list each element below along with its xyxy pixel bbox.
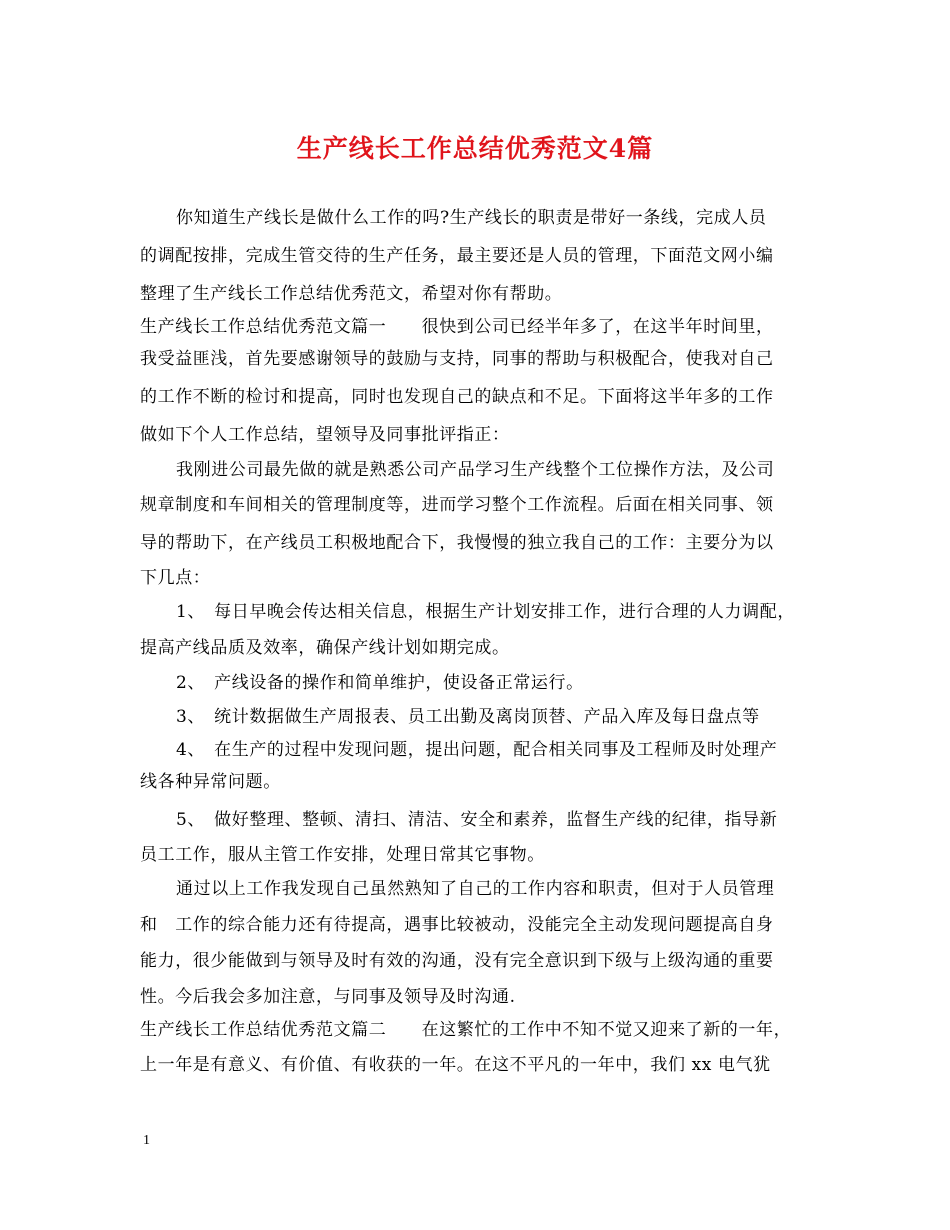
body-line: 线各种异常问题。 xyxy=(140,772,281,792)
body-line: 做如下个人工作总结，望领导及同事批评指正： xyxy=(140,425,510,445)
body-line: 整理了生产线长工作总结优秀范文，希望对你有帮助。 xyxy=(140,284,563,304)
list-item-line: 3、 统计数据做生产周报表、员工出勤及离岗顶替、产品入库及每日盘点等 xyxy=(176,707,760,727)
body-line: 能力，很少能做到与领导及时有效的沟通，没有完全意识到下级与上级沟通的重要 xyxy=(140,951,774,971)
body-line: 通过以上工作我发现自己虽然熟知了自己的工作内容和职责，但对于人员管理 xyxy=(176,879,775,899)
body-line: 和 工作的综合能力还有待提高，遇事比较被动，没能完全主动发现问题提高自身 xyxy=(140,915,774,935)
document-title: 生产线长工作总结优秀范文4篇 xyxy=(296,134,654,163)
body-line: 的工作不断的检讨和提高，同时也发现自己的缺点和不足。下面将这半年多的工作 xyxy=(140,387,774,407)
body-line: 性。今后我会多加注意，与同事及领导及时沟通. xyxy=(140,987,516,1007)
page-number: 1 xyxy=(143,1133,150,1148)
body-line: 员工工作，服从主管工作安排，处理日常其它事物。 xyxy=(140,845,545,865)
body-line: 的调配按排，完成生管交待的生产任务，最主要还是人员的管理，下面范文网小编 xyxy=(140,246,774,266)
body-line: 我受益匪浅，首先要感谢领导的鼓励与支持，同事的帮助与积极配合，使我对自己 xyxy=(140,349,774,369)
body-line: 下几点： xyxy=(140,568,211,588)
body-line: 提高产线品质及效率，确保产线计划如期完成。 xyxy=(140,638,510,658)
body-line: 导的帮助下，在产线员工积极地配合下，我慢慢的独立我自己的工作：主要分为以 xyxy=(140,533,774,553)
section-heading-line: 生产线长工作总结优秀范文篇一 很快到公司已经半年多了，在这半年时间里， xyxy=(140,317,774,337)
section-heading-line: 生产线长工作总结优秀范文篇二 在这繁忙的工作中不知不觉又迎来了新的一年， xyxy=(140,1020,792,1040)
body-line: 上一年是有意义、有价值、有收获的一年。在这不平凡的一年中，我们 xx 电气犹 xyxy=(140,1055,771,1075)
list-item-line: 2、 产线设备的操作和简单维护，使设备正常运行。 xyxy=(176,673,584,693)
body-line: 你知道生产线长是做什么工作的吗?生产线长的职责是带好一条线，完成人员 xyxy=(176,208,767,228)
body-line: 规章制度和车间相关的管理制度等，进而学习整个工作流程。后面在相关同事、领 xyxy=(140,495,774,515)
list-item-line: 4、 在生产的过程中发现问题，提出问题，配合相关同事及工程师及时处理产 xyxy=(176,740,778,760)
list-item-line: 5、 做好整理、整顿、清扫、清洁、安全和素养，监督生产线的纪律，指导新 xyxy=(176,810,778,830)
body-line: 我刚进公司最先做的就是熟悉公司产品学习生产线整个工位操作方法，及公司 xyxy=(176,460,775,480)
list-item-line: 1、 每日早晚会传达相关信息，根据生产计划安排工作，进行合理的人力调配， xyxy=(176,602,795,622)
